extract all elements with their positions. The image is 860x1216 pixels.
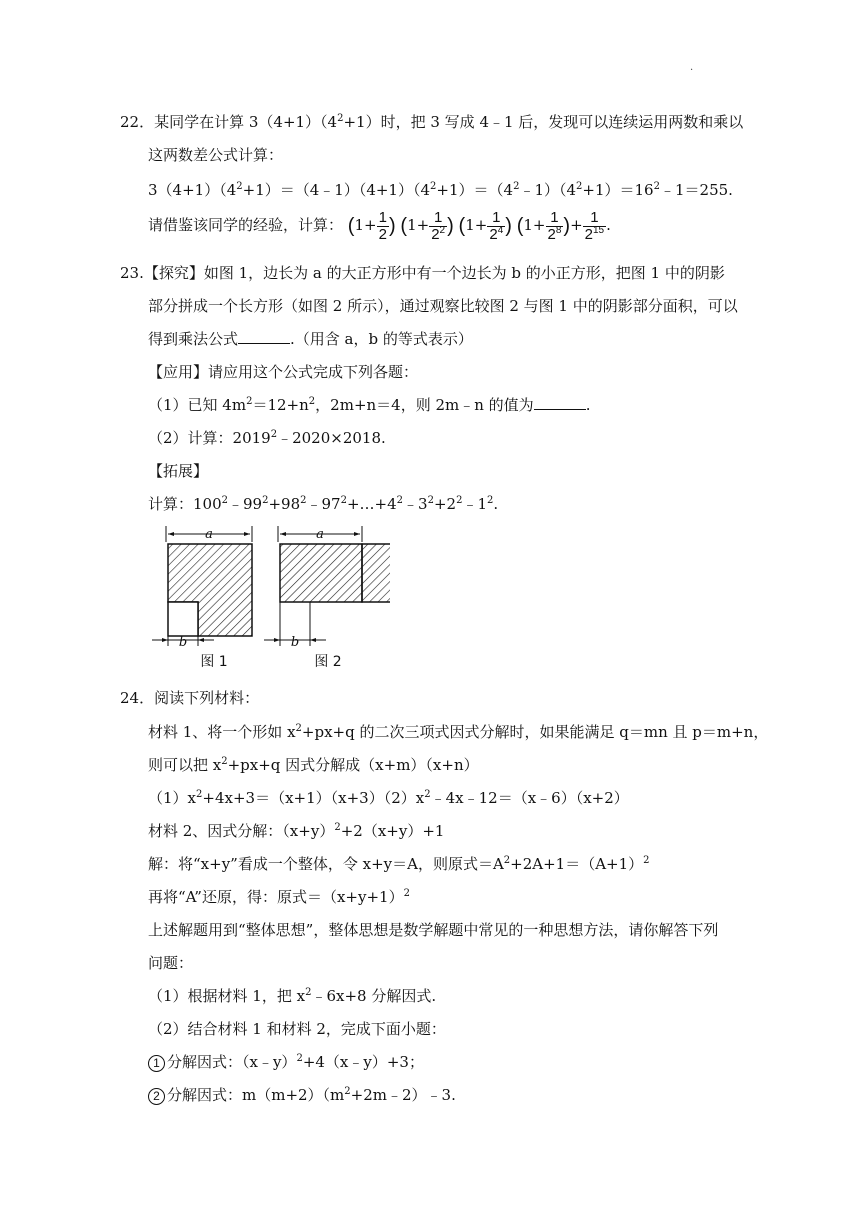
q24-sub-1: 1 分解因式：（x﹣y）$^2$+4（x﹣y）+3； <box>148 1052 424 1072</box>
q24-question-2: （2）结合材料 1 和材料 2，完成下面小题： <box>148 1020 446 1038</box>
q22-line-4: 请借鉴该同学的经验，计算： (1+ $\frac{1}{2}$ ) (1+ $\frac{1}{2^2}$ ) (1+ $\frac{1}{2^4}$ ) (1+ $\frac{1}{2^8}$ )+ $\frac{1}{2^{15}}$ . <box>148 208 611 243</box>
q23-calc: 计算：$100^2﹣99^2+98^2﹣97^2+\dots+4^2﹣3^2+2^2﹣1^2$. <box>148 495 499 513</box>
q23-part-2: （2）计算：$2019^2﹣2020\times 2018$. <box>148 429 386 447</box>
fraction: $\frac{1}{2^{15}}$ <box>584 208 605 243</box>
q23-line-2: 部分拼成一个长方形（如图 2 所示），通过观察比较图 2 与图 1 中的阴影部分面积，可以 <box>148 297 738 315</box>
figure-2 <box>264 526 390 670</box>
q22-line-2: 这两数差公式计算： <box>148 146 284 164</box>
product-expression: (1+ $\frac{1}{2}$ ) (1+ $\frac{1}{2^2}$ ) (1+ $\frac{1}{2^4}$ ) (1+ $\frac{1}{2^8}$ )+ $\frac{1}{2^{15}}$ . <box>347 208 611 243</box>
fig2-caption: 图 2 <box>314 654 342 670</box>
q22-line-1: 22．某同学在计算 $3(4+1)(4^2+1)$时，把 3 写成 4﹣1 后，发现可以连续运用两数和乘以 <box>120 113 744 131</box>
q24-sub-2: 2 分解因式：$m(m+2)(m^2+2m﹣2)﹣3$. <box>148 1085 456 1105</box>
q22-line-3: $3(4+1)(4^2+1)=(4﹣1)(4+1)(4^2+1)=(4^2﹣1)(4^2+1)=16^2﹣1=255$. <box>148 181 733 199</box>
q23-line-3: 得到乘法公式 .（用含 a，b 的等式表示） <box>148 330 473 348</box>
q24-material-2: 材料 2、因式分解：$(x+y)^2+2(x+y)+1$ <box>148 822 445 840</box>
header-dot: . <box>690 62 694 73</box>
figure-1 <box>152 526 252 670</box>
q24-idea-1: 上述解题用到“整体思想”，整体思想是数学解题中常见的一种思想方法，请你解答下列 <box>148 921 719 939</box>
circled-number-2: 2 <box>148 1088 165 1105</box>
q23-part-1: （1）已知 $4m^2=12+n^2$，2m+n＝4，则 2m﹣n 的值为 . <box>148 396 591 414</box>
fig1-label-a: a <box>205 527 213 542</box>
q23-line-1: 23.【探究】如图 1，边长为 a 的大正方形中有一个边长为 b 的小正方形，把图 1 中的阴影 <box>120 264 725 282</box>
fraction: $\frac{1}{2^2}$ <box>431 208 446 243</box>
fraction: $\frac{1}{2^8}$ <box>547 208 562 243</box>
q24-restore: 再将“A”还原，得：原式$=(x+y+1)^2$ <box>148 888 410 906</box>
q24-question-1: （1）根据材料 1，把 $x^2﹣6x+8$ 分解因式. <box>148 987 437 1005</box>
answer-blank <box>238 329 290 344</box>
fig1-caption: 图 1 <box>200 654 228 670</box>
circled-number-1: 1 <box>148 1055 165 1072</box>
q23-extension: 【拓展】 <box>148 462 209 480</box>
q24-solution: 解：将“x+y”看成一个整体，令 x+y＝A，则原式$=A^2+2A+1=(A+1)^2$ <box>148 855 650 873</box>
figures <box>150 524 390 674</box>
q24-material-1b: 则可以把 $x^2+px+q$ 因式分解成（x+m）（x+n） <box>148 756 479 774</box>
q24-idea-2: 问题： <box>148 954 194 972</box>
fig2-label-a: a <box>316 527 324 542</box>
fig2-label-b: b <box>290 635 300 650</box>
q24-line-1: 24．阅读下列材料： <box>120 689 260 707</box>
fraction: $\frac{1}{2}$ <box>378 208 387 243</box>
fraction: $\frac{1}{2^4}$ <box>489 208 504 243</box>
q24-examples: $(1)x^2+4x+3=(x+1)(x+3)(2)x^2﹣4x﹣12=(x﹣6)(x+2)$ <box>148 789 629 807</box>
fig1-label-b: b <box>178 635 188 650</box>
q24-material-1a: 材料 1、将一个形如 $x^2+px+q$ 的二次三项式因式分解时，如果能满足 q＝mn 且 p＝m+n， <box>148 723 769 741</box>
q23-apply: 【应用】请应用这个公式完成下列各题： <box>148 363 419 381</box>
answer-blank <box>534 395 586 410</box>
